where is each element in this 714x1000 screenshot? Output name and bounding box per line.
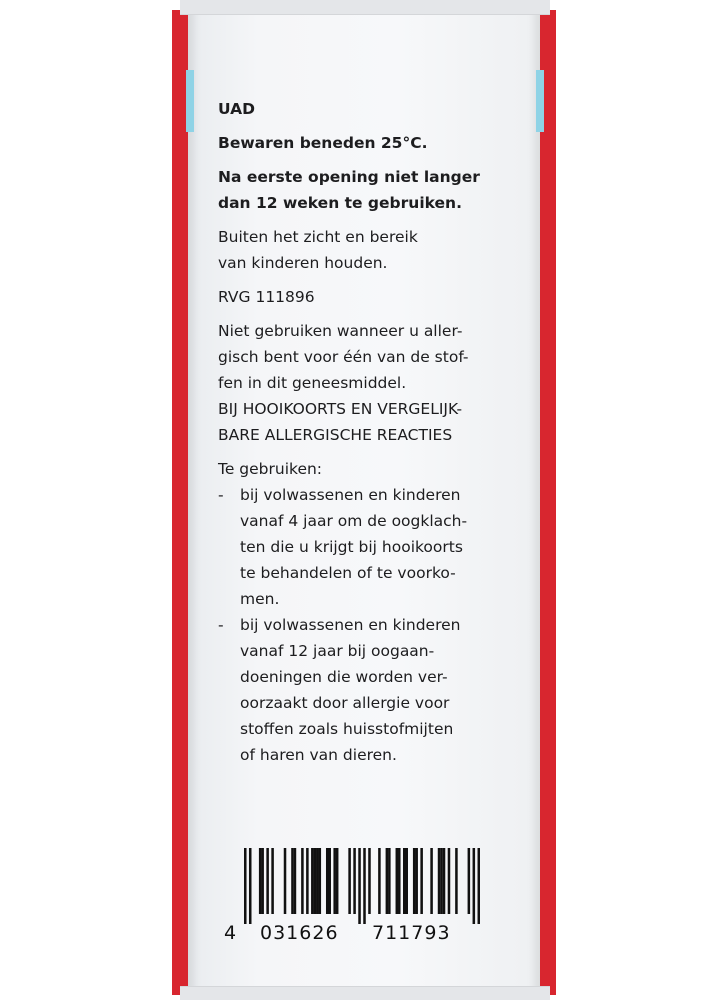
barcode-right-digits: 711793 bbox=[372, 922, 451, 944]
barcode-bar bbox=[455, 848, 458, 914]
barcode-bar bbox=[266, 848, 269, 914]
barcode-bar bbox=[271, 848, 274, 914]
indication-text: BIJ HOOIKOORTS EN VERGELIJK- BARE ALLERGISCHE REACTIES bbox=[218, 400, 463, 444]
barcode-bar bbox=[386, 848, 389, 914]
usage-bullet-2: - bij volwassenen en kinderen vanaf 12 jaar bij oogaan- doeningen die worden ver- oorzaakt door allergie voor stoffen zoals huisstofmijten of haren van dieren. bbox=[218, 612, 518, 768]
usage-bullet-1: - bij volwassenen en kinderen vanaf 4 jaar om de oogklach- ten die u krijgt bij hooikoorts te behandelen of te voorko- men. bbox=[218, 482, 518, 612]
barcode-bar bbox=[440, 848, 443, 914]
barcode-bar bbox=[448, 848, 451, 914]
barcode-bar bbox=[291, 848, 294, 914]
barcode-bar bbox=[420, 848, 423, 914]
barcode bbox=[222, 848, 482, 948]
barcode-bar bbox=[478, 848, 480, 924]
barcode-bar bbox=[336, 848, 339, 914]
barcode-bar bbox=[301, 848, 304, 914]
barcode-bar bbox=[319, 848, 322, 914]
barcode-bar bbox=[405, 848, 408, 914]
barcode-bar bbox=[353, 848, 356, 914]
barcode-bar bbox=[468, 848, 471, 914]
barcode-bar bbox=[249, 848, 252, 924]
bullet-dash: - bbox=[218, 486, 224, 504]
package-text bbox=[218, 96, 518, 768]
barcode-bar bbox=[326, 848, 329, 914]
barcode-bar bbox=[415, 848, 418, 914]
keep-away-text: Buiten het zicht en bereik van kinderen houden. bbox=[218, 228, 418, 272]
barcode-left-digits: 031626 bbox=[260, 922, 339, 944]
barcode-bar bbox=[396, 848, 399, 914]
barcode-bar bbox=[430, 848, 433, 914]
box-top-edge bbox=[180, 0, 550, 15]
barcode-bar bbox=[388, 848, 391, 914]
allergy-warning: Niet gebruiken wanneer u aller- gisch bent voor één van de stof- fen in dit geneesmiddel. bbox=[218, 322, 469, 392]
barcode-bar bbox=[438, 848, 441, 914]
barcode-lead-digit: 4 bbox=[224, 922, 238, 944]
barcode-bar bbox=[306, 848, 309, 914]
barcode-bar bbox=[473, 848, 476, 924]
barcode-bar bbox=[294, 848, 297, 914]
barcode-bar bbox=[259, 848, 262, 914]
after-opening-text: Na eerste opening niet langer dan 12 weken te gebruiken. bbox=[218, 168, 480, 212]
barcode-bar bbox=[328, 848, 331, 914]
barcode-bar bbox=[261, 848, 264, 914]
usage-heading: Te gebruiken: bbox=[218, 460, 323, 478]
barcode-bar bbox=[358, 848, 361, 924]
cyan-accent-right bbox=[536, 70, 544, 132]
barcode-bar bbox=[403, 848, 406, 914]
barcode-bar bbox=[284, 848, 287, 914]
barcode-bar bbox=[398, 848, 401, 914]
barcode-bar bbox=[363, 848, 366, 924]
bullet-dash: - bbox=[218, 616, 224, 634]
barcode-bar bbox=[244, 848, 247, 924]
cyan-accent-left bbox=[186, 70, 194, 132]
barcode-bar bbox=[413, 848, 416, 914]
box-bottom-edge bbox=[180, 986, 550, 1000]
barcode-bar bbox=[311, 848, 314, 914]
barcode-bar bbox=[314, 848, 317, 914]
barcode-bar bbox=[378, 848, 381, 914]
barcode-bar bbox=[348, 848, 351, 914]
uad-label: UAD bbox=[218, 100, 255, 118]
barcode-bar bbox=[368, 848, 371, 914]
barcode-bar bbox=[443, 848, 446, 914]
rvg-number: RVG 111896 bbox=[218, 288, 315, 306]
barcode-bar bbox=[333, 848, 336, 914]
barcode-bars bbox=[244, 848, 480, 924]
barcode-bar bbox=[316, 848, 319, 914]
storage-text: Bewaren beneden 25°C. bbox=[218, 134, 428, 152]
